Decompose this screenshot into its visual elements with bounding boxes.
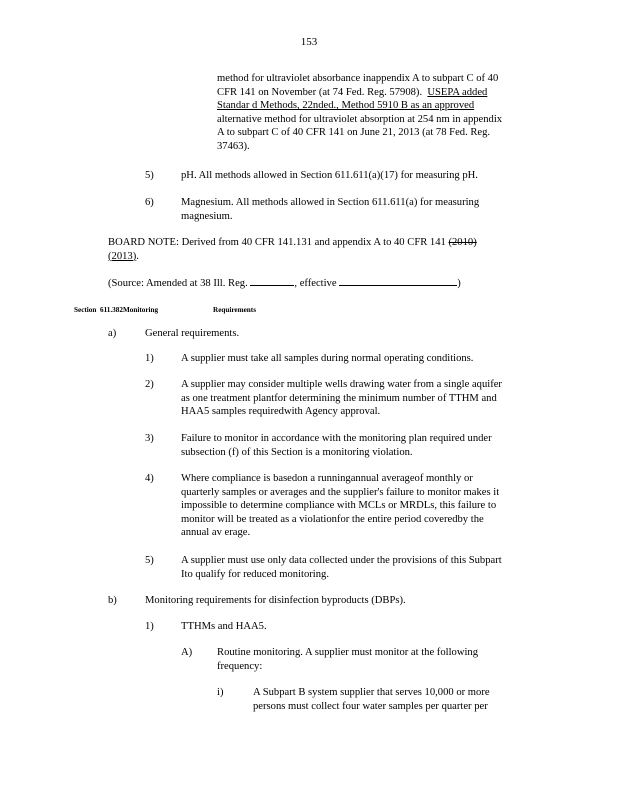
item-text: A supplier must take all samples during normal operating conditions. [181, 353, 474, 364]
struck-text: (2010) [448, 237, 477, 248]
subsection-title: Monitoring requirements for disinfection byproducts (DBPs). [145, 595, 406, 606]
item-text: Failure to monitor in accordance with the monitoring plan required under subsection (f) of this Section is a monitoring violation. [181, 433, 492, 458]
inserted-text: USEPA added [427, 86, 488, 98]
board-note: BOARD NOTE: Derived from 40 CFR 141.131 and appendix A to 40 CFR 141 (2010) (2013). [108, 237, 477, 262]
page-number: 153 [300, 36, 318, 48]
item-number: 3) [145, 433, 154, 444]
item-text: A Subpart B system supplier that serves 10,000 or more persons must collect four water samples per quarter per [253, 687, 490, 712]
section-label: Section [74, 306, 97, 314]
blank-line [339, 276, 457, 286]
item-magnesium: Magnesium. All methods allowed in Section 611.611(a) for measuring magnesium. [181, 197, 480, 222]
item-number: 5) [145, 170, 154, 181]
blank-line [250, 276, 294, 286]
subsection-number: b) [108, 595, 117, 606]
item-text: Routine monitoring. A supplier must monitor at the following frequency: [217, 647, 479, 672]
cont-line-6: 37463). [217, 140, 250, 152]
item-text: A supplier must use only data collected under the provisions of this Subpart Ito qualify for reduced monitoring. [181, 555, 502, 580]
item-number: 1) [145, 353, 154, 364]
subsection-title: General requirements. [145, 328, 240, 339]
source-note: (Source: Amended at 38 Ill. Reg. , effective ) [108, 278, 461, 289]
item-number: 5) [145, 555, 154, 566]
item-number: 1) [145, 621, 154, 632]
continuation-paragraph [217, 72, 542, 154]
item-text: Where compliance is basedon a runningannual averageof monthly or quarterly samples or averages and the supplier's failure to monitor makes it impossible to determine compliance with MCLs or MRDLs, this failure to monitor will be treated as a violationfor the entire period coveredby the annual av erage. [181, 473, 500, 539]
cont-line-5: A to subpart C of 40 CFR 141 on June 21, 2013 (at 78 Fed. Reg. [217, 127, 491, 139]
item-title: TTHMs and HAA5. [181, 621, 267, 632]
item-number: A) [181, 647, 193, 658]
item-ph: pH. All methods allowed in Section 611.611(a)(17) for measuring pH. [181, 170, 478, 181]
item-number: 6) [145, 197, 154, 208]
item-number: i) [217, 687, 224, 698]
section-title: Requirements [213, 306, 256, 314]
item-number: 4) [145, 473, 154, 484]
section-number: 611.382Monitoring [100, 306, 159, 314]
item-text: A supplier may consider multiple wells drawing water from a single aquifer as one treatment plantfor determining the minimum number of TTHM and HAA5 samples requiredwith Agency approval. [181, 379, 502, 418]
inserted-text: (2013) [108, 250, 137, 262]
item-number: 2) [145, 379, 154, 390]
subsection-number: a) [108, 328, 117, 339]
cont-line-1: method for ultraviolet absorbance inappendix A to subpart C of 40 [217, 73, 499, 84]
cont-line-4: alternative method for ultraviolet absorption at 254 nm in appendix [217, 113, 503, 125]
cont-line-2: CFR 141 on November (at 74 Fed. Reg. 57908). USEPA added [217, 86, 488, 98]
cont-line-3: Standar d Methods, 22nded., Method 5910 B as an approved [217, 100, 475, 112]
